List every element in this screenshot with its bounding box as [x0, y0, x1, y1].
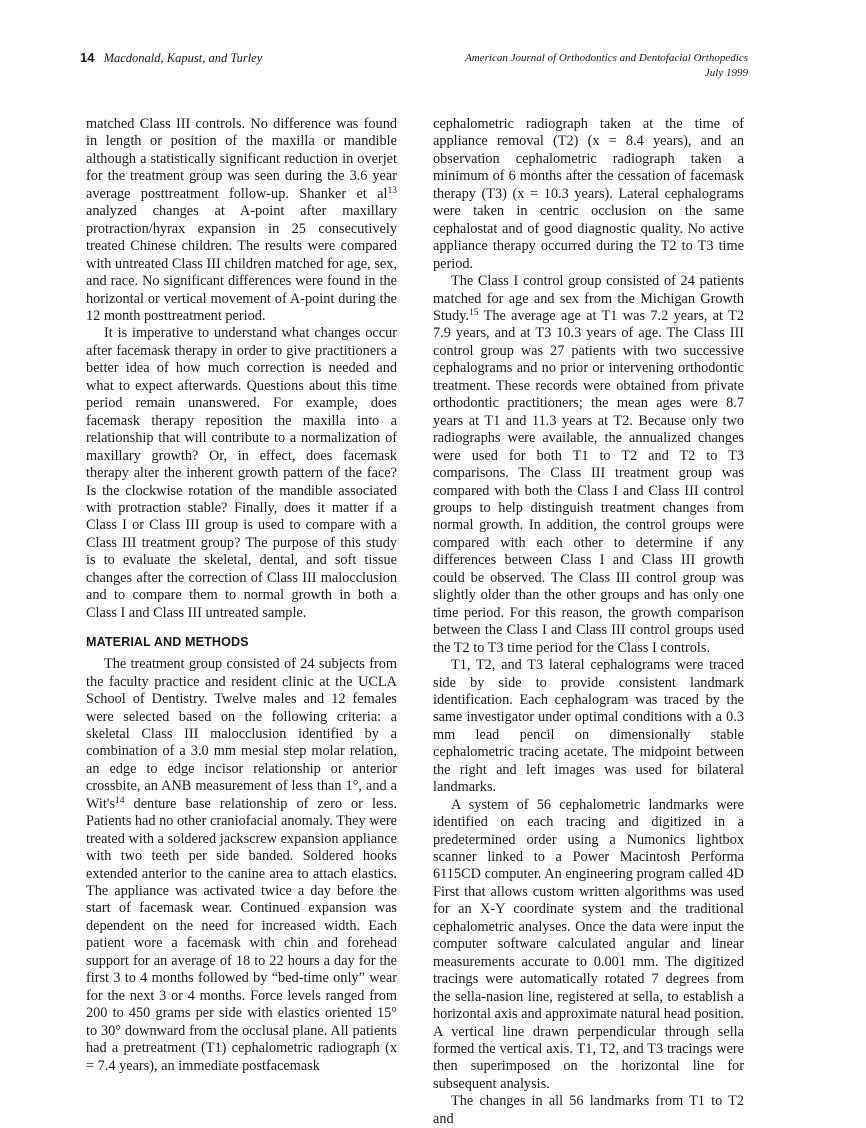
- page-header: [80, 50, 748, 90]
- paragraph-intro-continued: matched Class III controls. No difference was found in length or position of the maxilla or mandible although a statistically significant reduction in overjet for the treatment group was seen during the 3.6 year average posttreatment follow-up. Shanker et $al^{13}$ analyzed changes at A-point after maxillary protraction/hyrax expansion in 25 consecutively treated Chinese children. The results were compared with untreated Class III children matched for age, sex, and race. No significant differences were found in the horizontal or vertical movement of A-point during the 12 month posttreatment period.: [86, 116, 397, 324]
- header-right: [465, 51, 748, 81]
- paragraph-purpose: It is imperative to understand what changes occur after facemask therapy in order to give practitioners a better idea of how much correction is needed and what to expect afterwards. Questions about this time period remain unanswered. For example, does facemask therapy reposition the maxilla into a relationship that will contribute to a normalization of maxillary growth? Or, in effect, does facemask therapy alter the inherent growth pattern of the face? Is the clockwise rotation of the mandible associated with protraction stable? Finally, does it matter if a Class I or Class III group is used to compare with a Class III treatment group? The purpose of this study is to evaluate the skeletal, dental, and soft tissue changes after the correction of Class III malocclusion and to compare them to normal growth in both a Class I and Class III untreated sample.: [86, 325, 397, 621]
- reference-13: 13: [387, 185, 397, 196]
- paragraph-digitizing: A system of 56 cephalometric landmarks were identified on each tracing and digitized in a predetermined order using a Numonics lightbox scanner linked to a Power Macintosh Performa 6115CD computer. An engineering program called 4D First that allows custom written algorithms was used for an X-Y coordinate system and the traditional cephalometric analyses. Once the data were input the computer software calculated angular and linear measurements accurate to 0.001 mm. The digitized tracings were automatically rotated 7 degrees from the sella-nasion line, registered at sella, to establish a horizontal axis and approximate natural head position. A vertical line drawn perpendicular through sella formed the vertical axis. T1, T2, and T3 tracings were then superimposed on the horizontal line for subsequent analysis.: [433, 796, 744, 1092]
- journal-title: American Journal of Orthodontics and Dentofacial Orthopedics: [465, 52, 748, 64]
- paragraph-treatment-group: The treatment group consisted of 24 subjects from the faculty practice and resident clinic at the UCLA School of Dentistry. Twelve males and 12 females were selected based on the following criteria: a skeletal Class III malocclusion identified by a combination of a 3.0 mm mesial step molar relation, an edge to edge incisor relationship or anterior crossbite, an ANB measurement of less than 1°, and a $Wit's^{14}$ denture base relationship of zero or less. Patients had no other craniofacial anomaly. They were treated with a soldered jackscrew expansion appliance with two teeth per side banded. Soldered hooks extended anterior to the canine area to attach elastics. The appliance was activated twice a day before the start of facemask wear. Continued expansion was dependent on the need for increased width. Each patient wore a facemask with chin and forehead support for an average of 18 to 22 hours a day for the first 3 to 4 months followed by “bed-time only” wear for the next 3 or 4 months. Force levels ranged from 200 to 450 grams per side with elastics oriented 15° to 30° downward from the occlusal plane. All patients had a pretreatment (T1) cephalometric radiograph (x = 7.4 years), an immediate postfacemask: [86, 656, 397, 1074]
- right-column: [433, 116, 744, 1128]
- issue-date: July 1999: [704, 67, 748, 79]
- running-authors: Macdonald, Kapust, and Turley: [103, 51, 263, 65]
- section-heading-methods: MATERIAL AND METHODS: [86, 635, 249, 650]
- paragraph-tracing: T1, T2, and T3 lateral cephalograms were traced side by side to provide consistent landmark identification. Each cephalogram was traced by the same investigator under optimal conditions with a 0.3 mm lead pencil on dimensionally stable cephalometric tracing acetate. The midpoint between the right and left images was used for bilateral landmarks.: [433, 657, 744, 796]
- header-left: [80, 50, 262, 66]
- paragraph-control-groups: The Class I control group consisted of 24 patients matched for age and sex from the Michigan Growth Study.$^{15}$ The average age at T1 was 7.2 years, at T2 7.9 years, and at T3 10.3 years of age. The Class III control group was 27 patients with two successive cephalograms and no prior or intervening orthodontic treatment. These records were obtained from private orthodontic practitioners; the mean ages were 8.7 years at T1 and 11.3 years at T2. Because only two radiographs were available, the annualized changes were used for both T1 to T2 and T2 to T3 comparisons. The Class III treatment group was compared with both the Class I and Class III control groups to help distinguish treatment changes from normal growth. In addition, the control groups were compared with each other to determine if any differences between Class I and Class III growth could be observed. The Class III control group was slightly older than the other groups and has only one time period. For this reason, the growth comparison between the Class I and Class III control groups used the T2 to T3 time period for the Class I controls.: [433, 273, 744, 656]
- left-column: [86, 116, 397, 1075]
- paragraph-radiographs: cephalometric radiograph taken at the time of appliance removal (T2) (x = 8.4 years), and an observation cephalometric radiograph taken a minimum of 6 months after the cessation of facemask therapy (T3) (x = 10.3 years). Lateral cephalograms were taken in centric occlusion on the same cephalostat and of good diagnostic quality. No active appliance therapy occurred during the T2 to T3 time period.: [433, 116, 744, 272]
- reference-15: 15: [469, 307, 479, 318]
- paragraph-changes: The changes in all 56 landmarks from T1 to T2 and: [433, 1093, 744, 1127]
- page-number: 14: [80, 50, 95, 65]
- reference-14: 14: [115, 795, 125, 806]
